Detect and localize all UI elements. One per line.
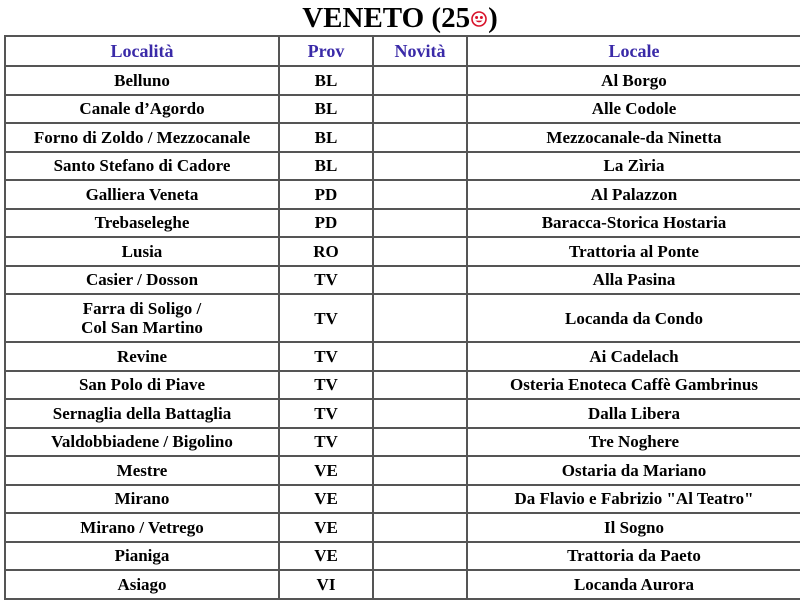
cell-locale: Baracca-Storica Hostaria [467, 209, 800, 238]
cell-prov: VI [279, 570, 373, 599]
header-prov: Prov [279, 36, 373, 66]
cell-localita: Pianiga [5, 542, 279, 571]
cell-locale: Al Palazzon [467, 180, 800, 209]
table-row [5, 542, 800, 571]
cell-novita [373, 152, 467, 181]
table-row [5, 95, 800, 124]
cell-prov: VE [279, 513, 373, 542]
cell-locale: Ai Cadelach [467, 342, 800, 371]
table-header-row [5, 36, 800, 66]
cell-novita [373, 209, 467, 238]
cell-novita [373, 542, 467, 571]
cell-localita: Casier / Dosson [5, 266, 279, 295]
cell-novita [373, 266, 467, 295]
cell-locale: Osteria Enoteca Caffè Gambrinus [467, 371, 800, 400]
table-row [5, 428, 800, 457]
table-row [5, 294, 800, 342]
cell-novita [373, 428, 467, 457]
cell-novita [373, 371, 467, 400]
cell-localita: Valdobbiadene / Bigolino [5, 428, 279, 457]
cell-locale: La Zìria [467, 152, 800, 181]
cell-prov: BL [279, 152, 373, 181]
cell-prov: PD [279, 209, 373, 238]
cell-localita: San Polo di Piave [5, 371, 279, 400]
cell-novita [373, 237, 467, 266]
cell-localita: Trebaseleghe [5, 209, 279, 238]
cell-locale: Trattoria al Ponte [467, 237, 800, 266]
table-row [5, 456, 800, 485]
count: 25 [441, 2, 471, 34]
header-locale: Locale [467, 36, 800, 66]
cell-prov: VE [279, 485, 373, 514]
table-row [5, 66, 800, 95]
cell-prov: BL [279, 66, 373, 95]
table-row [5, 570, 800, 599]
cell-localita: Mestre [5, 456, 279, 485]
table-row [5, 485, 800, 514]
cell-localita: Canale d’Agordo [5, 95, 279, 124]
cell-novita [373, 123, 467, 152]
cell-locale: Da Flavio e Fabrizio "Al Teatro" [467, 485, 800, 514]
cell-novita [373, 180, 467, 209]
cell-localita: Belluno [5, 66, 279, 95]
cell-prov: TV [279, 342, 373, 371]
red-smiley-icon [471, 0, 487, 36]
cell-locale: Alle Codole [467, 95, 800, 124]
cell-localita: Forno di Zoldo / Mezzocanale [5, 123, 279, 152]
cell-prov: RO [279, 237, 373, 266]
cell-novita [373, 485, 467, 514]
cell-novita [373, 513, 467, 542]
cell-novita [373, 399, 467, 428]
table-row [5, 237, 800, 266]
table-row [5, 152, 800, 181]
cell-novita [373, 342, 467, 371]
region-name: VENETO [302, 2, 425, 34]
table-row [5, 371, 800, 400]
cell-locale: Dalla Libera [467, 399, 800, 428]
cell-localita: Mirano [5, 485, 279, 514]
cell-localita [5, 294, 279, 342]
cell-prov: TV [279, 399, 373, 428]
table-row [5, 399, 800, 428]
cell-localita: Galliera Veneta [5, 180, 279, 209]
cell-prov: BL [279, 95, 373, 124]
cell-locale: Alla Pasina [467, 266, 800, 295]
table-row [5, 180, 800, 209]
cell-locale: Ostaria da Mariano [467, 456, 800, 485]
cell-localita: Asiago [5, 570, 279, 599]
table-row [5, 209, 800, 238]
cell-prov: VE [279, 542, 373, 571]
cell-locale: Locanda Aurora [467, 570, 800, 599]
table-row [5, 513, 800, 542]
cell-prov: TV [279, 428, 373, 457]
cell-novita [373, 570, 467, 599]
cell-locale: Locanda da Condo [467, 294, 800, 342]
cell-prov: TV [279, 294, 373, 342]
table-row [5, 123, 800, 152]
cell-locale: Il Sogno [467, 513, 800, 542]
cell-prov: TV [279, 266, 373, 295]
cell-locale: Al Borgo [467, 66, 800, 95]
cell-novita [373, 95, 467, 124]
cell-novita [373, 456, 467, 485]
cell-prov: PD [279, 180, 373, 209]
header-novita: Novità [373, 36, 467, 66]
cell-prov: VE [279, 456, 373, 485]
cell-novita [373, 294, 467, 342]
cell-localita: Lusia [5, 237, 279, 266]
restaurants-table [4, 35, 800, 600]
page-title: VENETO (25 ) [0, 0, 800, 35]
cell-prov: BL [279, 123, 373, 152]
cell-localita-line2: Col San Martino [81, 318, 203, 337]
cell-locale: Mezzocanale-da Ninetta [467, 123, 800, 152]
cell-locale: Tre Noghere [467, 428, 800, 457]
cell-localita: Mirano / Vetrego [5, 513, 279, 542]
table-row [5, 266, 800, 295]
cell-novita [373, 66, 467, 95]
cell-localita: Sernaglia della Battaglia [5, 399, 279, 428]
cell-locale: Trattoria da Paeto [467, 542, 800, 571]
cell-localita-line1: Farra di Soligo / [82, 299, 202, 318]
header-localita: Località [5, 36, 279, 66]
table-row [5, 342, 800, 371]
cell-prov: TV [279, 371, 373, 400]
cell-localita: Santo Stefano di Cadore [5, 152, 279, 181]
cell-localita: Revine [5, 342, 279, 371]
